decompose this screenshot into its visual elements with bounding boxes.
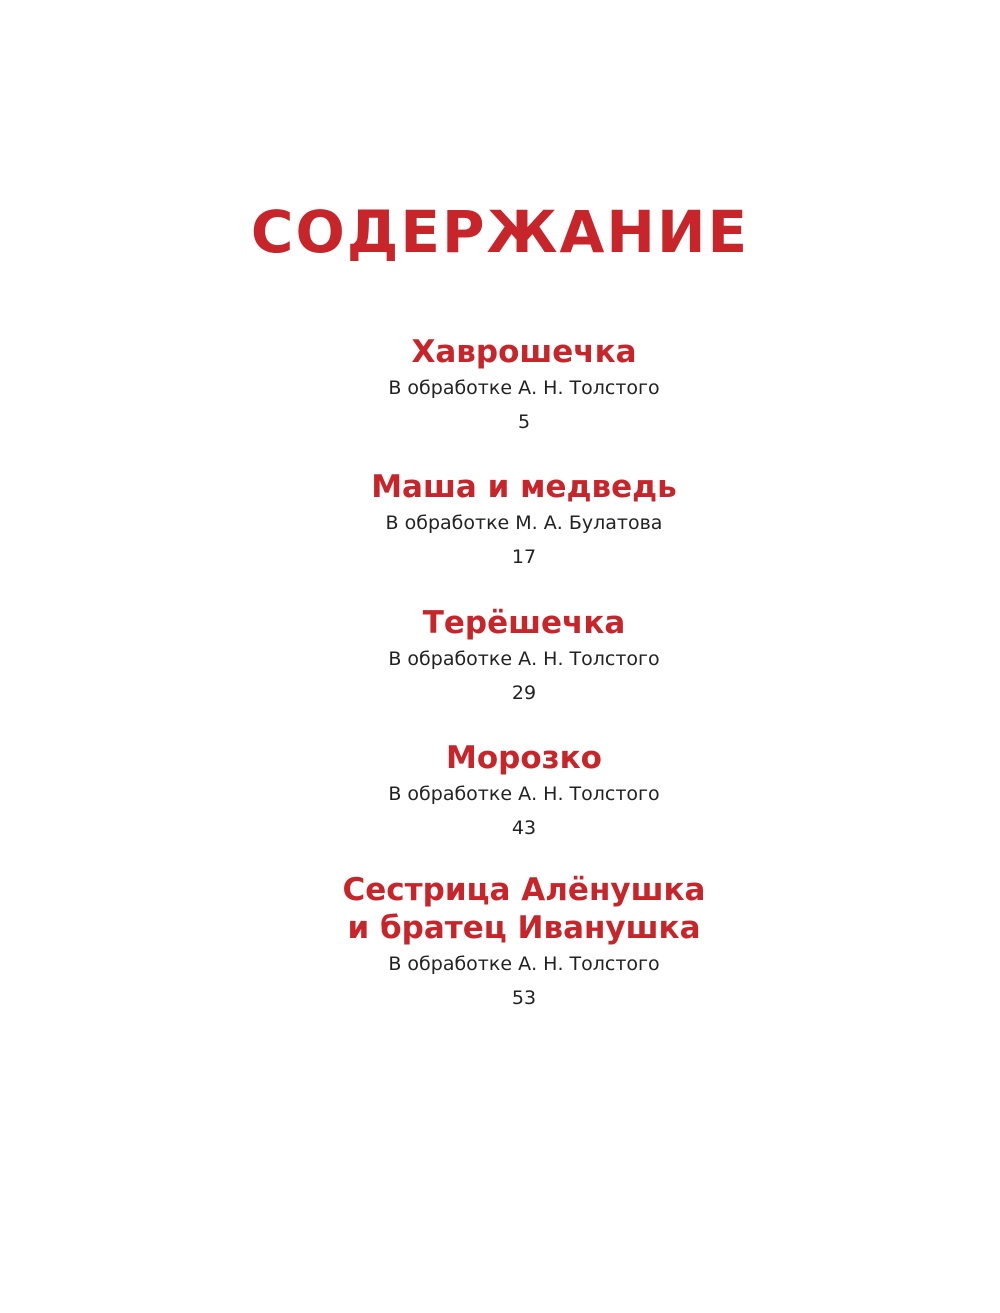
toc-entry xyxy=(0,871,1000,1015)
entry-title-line-1: Сестрица Алёнушка xyxy=(342,872,706,908)
toc-entry xyxy=(0,604,1000,710)
entry-page-number: 43 xyxy=(511,817,537,839)
entry-credit: В обработке А. Н. Толстого xyxy=(388,377,660,399)
entry-page-number: 5 xyxy=(517,411,531,433)
toc-entry xyxy=(0,739,1000,845)
entry-title-line-2: и братец Иванушка xyxy=(347,910,701,946)
entry-title: Маша и медведь xyxy=(371,469,677,505)
entry-page-number: 17 xyxy=(511,546,537,568)
entry-title: Хаврошечка xyxy=(411,334,637,370)
toc-entry xyxy=(0,333,1000,439)
entry-credit: В обработке А. Н. Толстого xyxy=(388,648,660,670)
toc-heading: СОДЕРЖАНИЕ xyxy=(250,198,750,266)
entry-page-number: 53 xyxy=(511,987,537,1009)
entry-credit: В обработке А. Н. Толстого xyxy=(388,953,660,975)
entry-title: Морозко xyxy=(446,740,602,776)
entry-credit: В обработке А. Н. Толстого xyxy=(388,783,660,805)
toc-entry xyxy=(0,468,1000,574)
entry-page-number: 29 xyxy=(511,682,537,704)
entry-credit: В обработке М. А. Булатова xyxy=(385,512,663,534)
entry-title: Терёшечка xyxy=(422,605,626,641)
